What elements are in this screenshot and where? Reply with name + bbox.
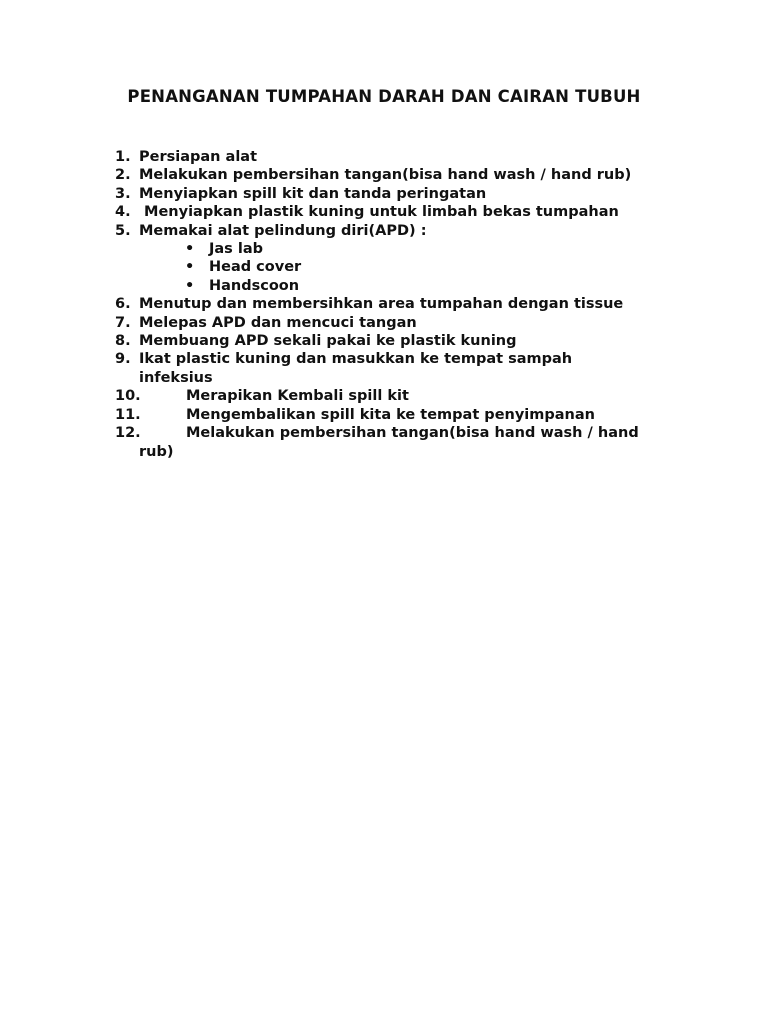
step-text: Memakai alat pelindung diri(APD) : — [139, 222, 427, 239]
step-item-1 — [115, 148, 695, 166]
step-number: 4. — [115, 204, 131, 221]
step-number: 6. — [115, 296, 131, 313]
step-item-12 — [115, 424, 695, 461]
step-item-10 — [115, 387, 695, 405]
step-text: Menyiapkan spill kit dan tanda peringatan — [139, 185, 487, 202]
step-number: 3. — [115, 185, 131, 202]
step-text: Melakukan pembersihan tangan(bisa hand wash / hand rub) — [139, 425, 639, 460]
bullet-icon: • — [185, 277, 195, 294]
step-number: 11. — [115, 406, 141, 423]
step-text: Persiapan alat — [139, 149, 258, 165]
step-item-9 — [115, 350, 695, 387]
step-number: 1. — [115, 149, 131, 165]
step-number: 2. — [115, 167, 131, 184]
step-item-2 — [115, 166, 695, 184]
bullet-icon: • — [185, 259, 195, 276]
step-item-11 — [115, 406, 695, 424]
procedure-steps-list — [115, 148, 695, 461]
apd-items-list — [139, 240, 695, 295]
step-text: Ikat plastic kuning dan masukkan ke tempat sampah infeksius — [139, 351, 573, 386]
apd-item-jas-lab — [139, 240, 695, 258]
apd-item-label: Jas lab — [209, 241, 263, 258]
step-item-4 — [115, 203, 695, 221]
apd-item-label: Handscoon — [209, 277, 300, 294]
step-text: Membuang APD sekali pakai ke plastik kuning — [139, 333, 517, 350]
apd-item-head-cover — [139, 258, 695, 276]
step-number: 12. — [115, 425, 141, 442]
step-item-5 — [115, 222, 695, 296]
step-number: 7. — [115, 314, 131, 331]
step-number: 5. — [115, 222, 131, 239]
step-text: Melepas APD dan mencuci tangan — [139, 314, 417, 331]
step-text: Mengembalikan spill kita ke tempat penyimpanan — [186, 406, 595, 423]
step-text: Merapikan Kembali spill kit — [186, 388, 409, 405]
apd-item-label: Head cover — [209, 259, 302, 276]
step-text: Menutup dan membersihkan area tumpahan dengan tissue — [139, 296, 624, 313]
step-number: 8. — [115, 333, 131, 350]
step-text: Melakukan pembersihan tangan(bisa hand wash / hand rub) — [139, 167, 632, 184]
step-item-3 — [115, 185, 695, 203]
step-number: 10. — [115, 388, 141, 405]
step-text: Menyiapkan plastik kuning untuk limbah bekas tumpahan — [139, 204, 619, 221]
step-item-7 — [115, 314, 695, 332]
apd-item-handscoon — [139, 277, 695, 295]
step-number: 9. — [115, 351, 131, 368]
document-title: PENANGANAN TUMPAHAN DARAH DAN CAIRAN TUBUH — [127, 87, 641, 106]
step-item-8 — [115, 332, 695, 350]
step-item-6 — [115, 295, 695, 313]
bullet-icon: • — [185, 241, 195, 258]
